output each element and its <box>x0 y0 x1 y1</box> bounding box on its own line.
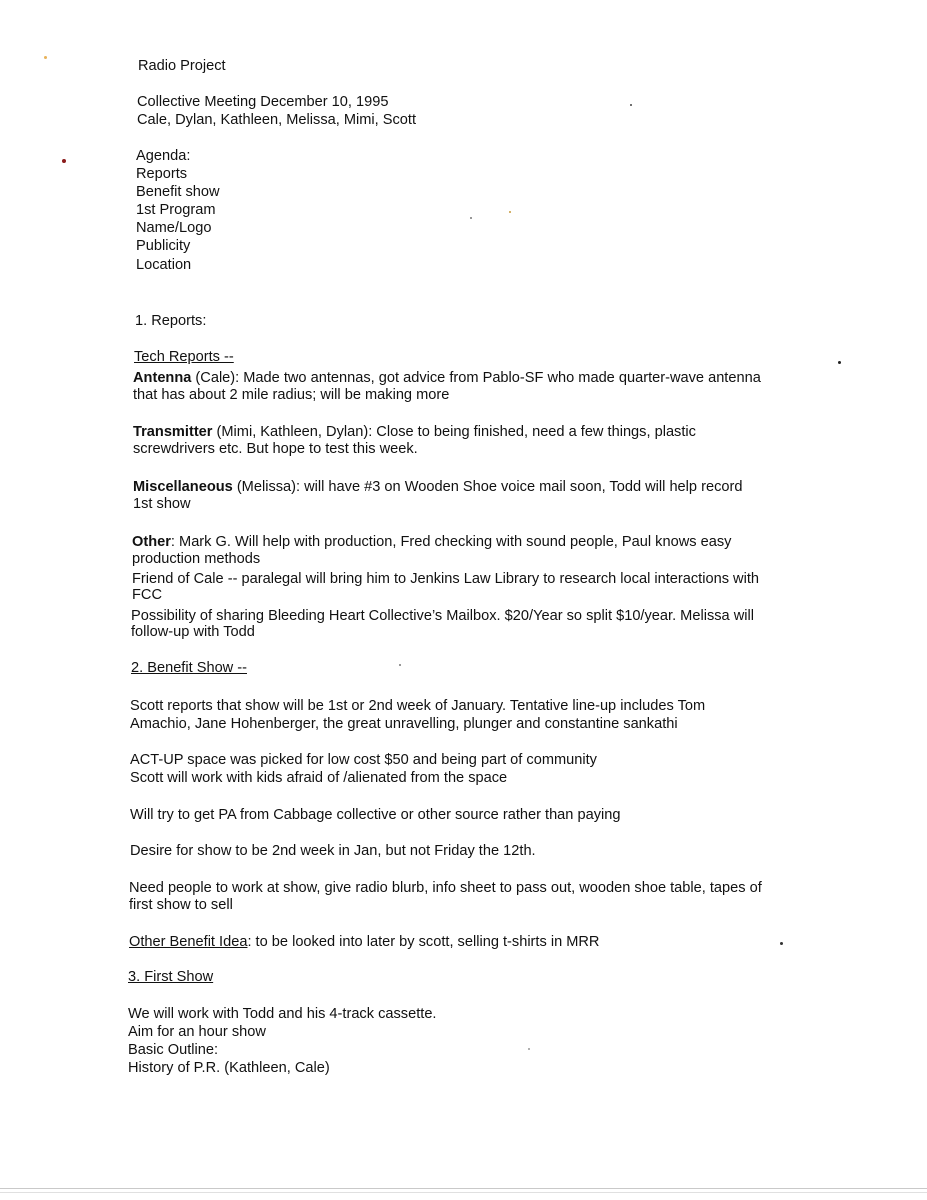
antenna-label: Antenna <box>133 370 192 386</box>
misc-report <box>133 479 742 496</box>
other-benefit-text: : to be looked into later by scott, selling t-shirts in MRR <box>247 934 600 950</box>
first-show-heading: 3. First Show <box>128 969 214 985</box>
antenna-report-cont: that has about 2 mile radius; will be making more <box>133 387 450 403</box>
agenda-item: Reports <box>136 166 188 182</box>
misc-text: (Melissa): will have #3 on Wooden Shoe voice mail soon, Todd will help record <box>232 479 743 495</box>
agenda-item: 1st Program <box>136 202 216 218</box>
agenda-heading: Agenda: <box>136 148 191 164</box>
agenda-item: Name/Logo <box>136 220 212 236</box>
benefit-heading: 2. Benefit Show -- <box>131 660 247 676</box>
benefit-text: Scott reports that show will be 1st or 2nd week of January. Tentative line-up includes Tom <box>130 698 706 714</box>
first-show-text: Aim for an hour show <box>128 1024 266 1040</box>
other-benefit-idea <box>129 934 599 951</box>
scan-speck <box>528 1048 530 1050</box>
misc-label: Miscellaneous <box>133 479 233 495</box>
benefit-text: Desire for show to be 2nd week in Jan, but not Friday the 12th. <box>130 843 536 859</box>
scan-speck <box>399 664 401 666</box>
transmitter-report-cont: screwdrivers etc. But hope to test this week. <box>133 441 418 457</box>
reports-heading: 1. Reports: <box>135 313 207 329</box>
agenda-item: Benefit show <box>136 184 220 200</box>
other-text: : Mark G. Will help with production, Fred checking with sound people, Paul knows easy <box>170 534 732 550</box>
first-show-text: History of P.R. (Kathleen, Cale) <box>128 1060 330 1076</box>
scan-speck <box>509 211 511 213</box>
scan-speck <box>780 942 783 945</box>
benefit-text: Will try to get PA from Cabbage collective or other source rather than paying <box>130 807 621 823</box>
other-benefit-label: Other Benefit Idea <box>129 934 248 950</box>
other-report-line: Friend of Cale -- paralegal will bring him to Jenkins Law Library to research local interactions with <box>132 571 759 587</box>
tech-reports-heading: Tech Reports -- <box>134 349 234 365</box>
first-show-text: Basic Outline: <box>128 1042 219 1058</box>
benefit-text: Amachio, Jane Hohenberger, the great unravelling, plunger and constantine sankathi <box>130 716 678 732</box>
doc-title: Radio Project <box>138 58 226 74</box>
benefit-text: first show to sell <box>129 897 233 913</box>
other-report-cont: production methods <box>132 551 261 567</box>
other-label: Other <box>132 534 171 550</box>
scan-speck <box>62 159 66 163</box>
transmitter-text: (Mimi, Kathleen, Dylan): Close to being finished, need a few things, plastic <box>212 424 696 440</box>
misc-report-cont: 1st show <box>133 496 191 512</box>
other-report-line: Possibility of sharing Bleeding Heart Collective’s Mailbox. $20/Year so split $10/year. Melissa will <box>131 608 754 624</box>
scan-speck <box>470 217 472 219</box>
scan-speck <box>630 104 632 106</box>
attendees-line: Cale, Dylan, Kathleen, Melissa, Mimi, Scott <box>137 112 417 128</box>
benefit-text: Scott will work with kids afraid of /alienated from the space <box>130 770 508 786</box>
antenna-report <box>133 370 761 387</box>
first-show-text: We will work with Todd and his 4-track cassette. <box>128 1006 437 1022</box>
scan-speck <box>838 361 841 364</box>
scan-edge-line <box>0 1188 927 1189</box>
scan-speck <box>44 56 47 59</box>
meeting-line: Collective Meeting December 10, 1995 <box>137 94 389 110</box>
benefit-text: ACT-UP space was picked for low cost $50 and being part of community <box>130 752 597 768</box>
agenda-item: Location <box>136 257 192 273</box>
transmitter-label: Transmitter <box>133 424 213 440</box>
other-report-line: FCC <box>132 587 162 603</box>
other-report-line: follow-up with Todd <box>131 624 255 640</box>
antenna-text: (Cale): Made two antennas, got advice from Pablo-SF who made quarter-wave antenna <box>191 370 761 386</box>
transmitter-report <box>133 424 696 441</box>
other-report <box>132 534 731 551</box>
agenda-item: Publicity <box>136 238 191 254</box>
scan-edge-line <box>0 1192 927 1193</box>
benefit-text: Need people to work at show, give radio blurb, info sheet to pass out, wooden shoe table, tapes of <box>129 880 762 896</box>
